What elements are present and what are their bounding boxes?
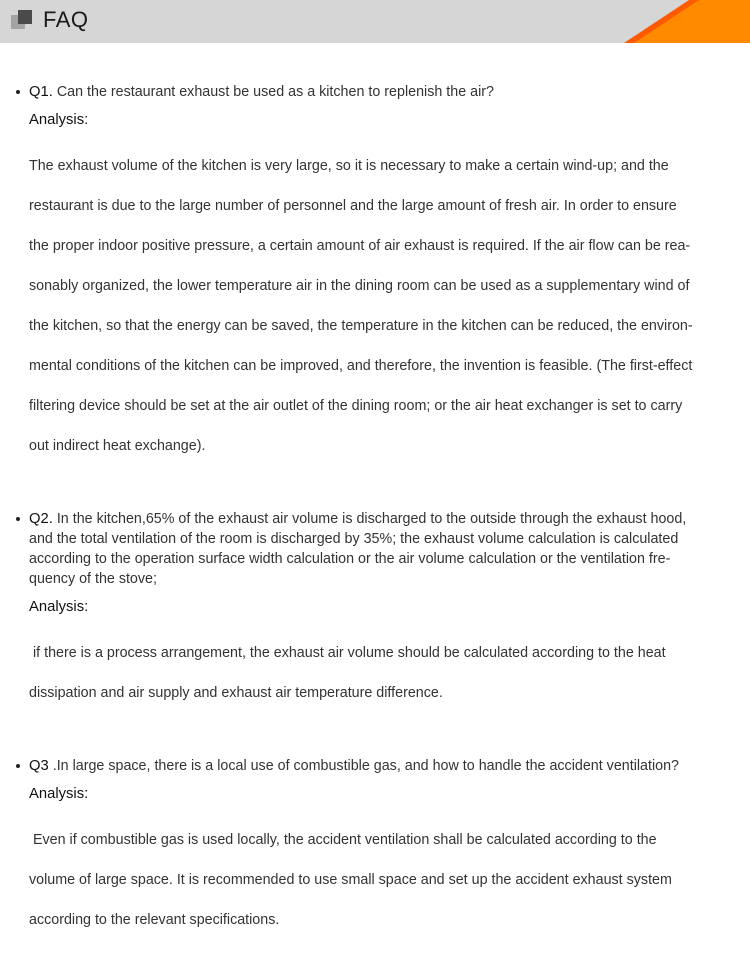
- analysis-label: Analysis:: [29, 112, 89, 128]
- answer-line: filtering device should be set at the air outlet of the dining room; or the air heat exchanger is set to carry: [29, 398, 683, 414]
- answer-line: according to the relevant specifications.: [29, 912, 280, 928]
- question-text: and the total ventilation of the room is discharged by 35%; the exhaust volume calculation is calculated: [29, 531, 679, 547]
- page-title: FAQ: [43, 7, 89, 32]
- faq-question: [29, 82, 732, 102]
- question-text: .In large space, there is a local use of combustible gas, and how to handle the accident ventilation?: [48, 758, 679, 774]
- answer-line: the kitchen, so that the energy can be saved, the temperature in the kitchen can be reduced, the environ-: [29, 318, 693, 334]
- question-text: according to the operation surface width calculation or the air volume calculation or the ventilation fre-: [29, 551, 671, 567]
- answer-line: out indirect heat exchange).: [29, 438, 206, 454]
- faq-item: [0, 509, 750, 723]
- bullet-icon: [16, 90, 20, 94]
- answer-line: mental conditions of the kitchen can be improved, and therefore, the invention is feasible. (The first-effect: [29, 358, 693, 374]
- question-number: Q1.: [29, 84, 53, 100]
- analysis-label: Analysis:: [29, 599, 89, 615]
- faq-question: [29, 509, 732, 589]
- orange-corner-decoration: [0, 0, 750, 43]
- question-text: Can the restaurant exhaust be used as a kitchen to replenish the air?: [52, 84, 494, 100]
- question-text: quency of the stove;: [29, 571, 157, 587]
- answer-line: the proper indoor positive pressure, a certain amount of air exhaust is required. If the air flow can be rea-: [29, 238, 691, 254]
- question-number: Q2.: [29, 511, 53, 527]
- analysis-text: [29, 623, 732, 723]
- answer-line: if there is a process arrangement, the exhaust air volume should be calculated according to the heat: [29, 645, 666, 661]
- bullet-icon: [16, 764, 20, 768]
- analysis-text: [29, 136, 732, 476]
- answer-line: The exhaust volume of the kitchen is very large, so it is necessary to make a certain wind-up; and the: [29, 158, 669, 174]
- answer-line: Even if combustible gas is used locally, the accident ventilation shall be calculated according to the: [29, 832, 657, 848]
- faq-item: [0, 756, 750, 950]
- analysis-label: Analysis:: [29, 786, 89, 802]
- faq-item: [0, 82, 750, 476]
- faq-header: [0, 0, 750, 43]
- answer-line: volume of large space. It is recommended to use small space and set up the accident exhaust system: [29, 872, 672, 888]
- analysis-text: [29, 810, 732, 950]
- question-number: Q3: [29, 758, 49, 774]
- answer-line: restaurant is due to the large number of personnel and the large amount of fresh air. In order to ensure: [29, 198, 677, 214]
- faq-question: [29, 756, 732, 776]
- answer-line: sonably organized, the lower temperature air in the dining room can be used as a supplementary wind of: [29, 278, 690, 294]
- faq-list: [0, 82, 750, 950]
- question-text: In the kitchen,65% of the exhaust air volume is discharged to the outside through the exhaust hood,: [52, 511, 687, 527]
- answer-line: dissipation and air supply and exhaust air temperature difference.: [29, 685, 443, 701]
- bullet-icon: [16, 517, 20, 521]
